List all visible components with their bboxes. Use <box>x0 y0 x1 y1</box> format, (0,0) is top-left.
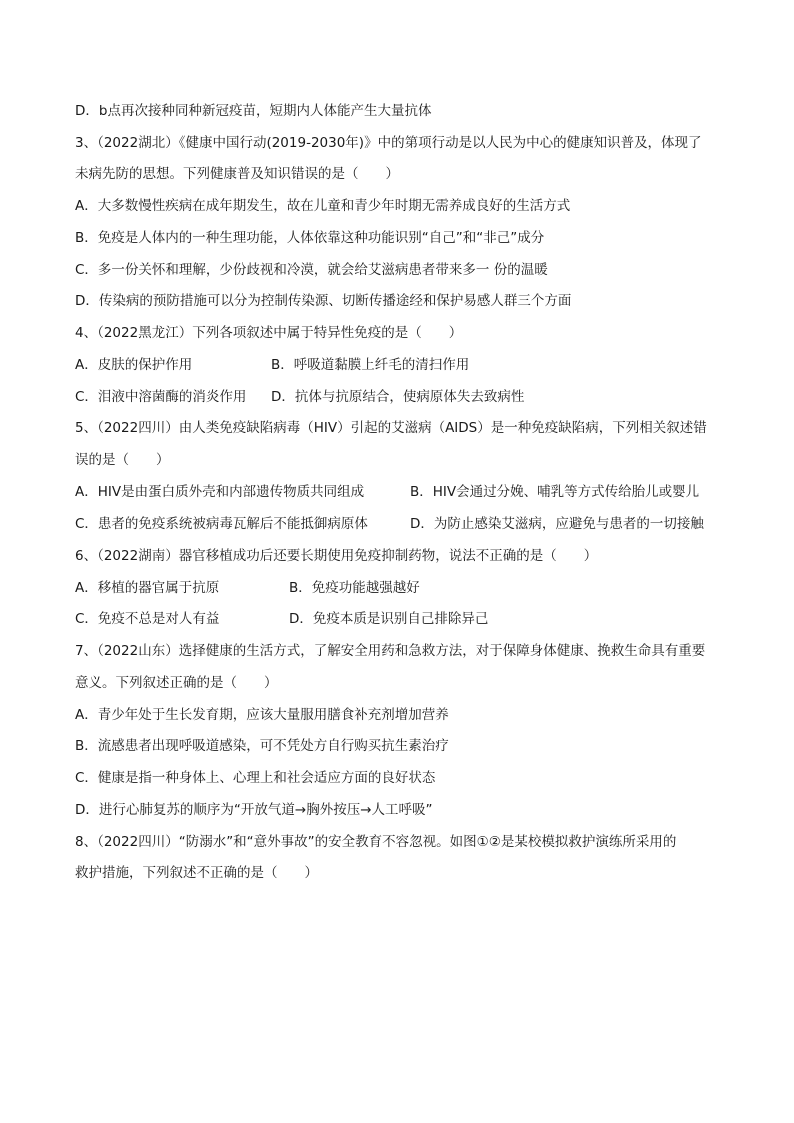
q6-option-c: C．免疫不总是对人有益 <box>75 611 220 627</box>
q6-option-a: A．移植的器官属于抗原 <box>75 580 220 596</box>
q5-stem-line2: 误的是（ ） <box>75 452 170 468</box>
q3-option-b: B．免疫是人体内的一种生理功能，人体依靠这种功能识别“自己”和“非己”成分 <box>75 230 545 246</box>
q7-option-c: C．健康是指一种身体上、心理上和社会适应方面的良好状态 <box>75 770 436 786</box>
q7-option-a: A．青少年处于生长发育期，应该大量服用膳食补充剂增加营养 <box>75 707 449 723</box>
q5-option-d: D．为防止感染艾滋病，应避免与患者的一切接触 <box>410 516 704 532</box>
q7-stem-line1: 7、（2022山东）选择健康的生活方式，了解安全用药和急救方法，对于保障身体健康、挽救生命具有重要 <box>75 643 706 659</box>
q8-stem-line2: 救护措施，下列叙述不正确的是（ ） <box>75 865 318 881</box>
q5-option-b: B．HIV会通过分娩、哺乳等方式传给胎儿或婴儿 <box>410 484 700 500</box>
q5-option-c: C．患者的免疫系统被病毒瓦解后不能抵御病原体 <box>75 516 368 532</box>
q3-stem-line1: 3、（2022湖北）《健康中国行动(2019-2030年)》中的第项行动是以人民为中心的健康知识普及，体现了 <box>75 135 702 151</box>
q6-option-d: D．免疫本质是识别自己排除异己 <box>289 611 489 627</box>
q2-option-d: D．b点再次接种同种新冠疫苗，短期内人体能产生大量抗体 <box>75 103 432 119</box>
q4-option-d: D．抗体与抗原结合，使病原体失去致病性 <box>271 389 525 405</box>
q6-option-b: B．免疫功能越强越好 <box>289 580 420 596</box>
q4-option-c: C．泪液中溶菌酶的消炎作用 <box>75 389 247 405</box>
q7-option-b: B．流感患者出现呼吸道感染，可不凭处方自行购买抗生素治疗 <box>75 738 449 754</box>
q6-stem: 6、（2022湖南）器官移植成功后还要长期使用免疫抑制药物，说法不正确的是（ ） <box>75 548 598 564</box>
q4-option-a: A．皮肤的保护作用 <box>75 357 193 373</box>
q4-stem: 4、（2022黑龙江）下列各项叙述中属于特异性免疫的是（ ） <box>75 325 463 341</box>
q5-option-a: A．HIV是由蛋白质外壳和内部遗传物质共同组成 <box>75 484 365 500</box>
q3-option-d: D．传染病的预防措施可以分为控制传染源、切断传播途经和保护易感人群三个方面 <box>75 293 572 309</box>
q8-stem-line1: 8、（2022四川）“防溺水”和“意外事故”的安全教育不容忽视。如图①②是某校模拟救护演练所采用的 <box>75 834 677 850</box>
q3-option-a: A．大多数慢性疾病在成年期发生，故在儿童和青少年时期无需养成良好的生活方式 <box>75 198 571 214</box>
q4-option-b: B．呼吸道黏膜上纤毛的清扫作用 <box>271 357 470 373</box>
q7-stem-line2: 意义。下列叙述正确的是（ ） <box>75 675 278 691</box>
q5-stem-line1: 5、（2022四川）由人类免疫缺陷病毒（HIV）引起的艾滋病（AIDS）是一种免疫缺陷病，下列相关叙述错 <box>75 420 707 436</box>
q3-option-c: C．多一份关怀和理解，少份歧视和冷漠，就会给艾滋病患者带来多一 份的温暖 <box>75 262 548 278</box>
q7-option-d: D．进行心肺复苏的顺序为“开放气道→胸外按压→人工呼吸” <box>75 802 433 818</box>
q3-stem-line2: 未病先防的思想。下列健康普及知识错误的是（ ） <box>75 166 399 182</box>
